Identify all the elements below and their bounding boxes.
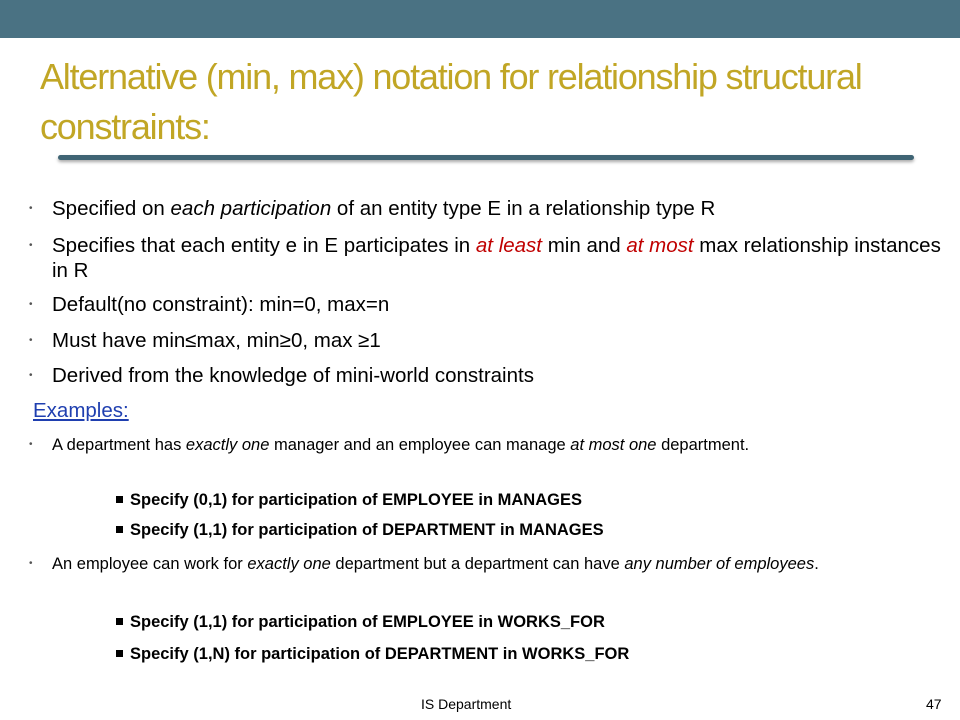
- square-bullet-icon: [116, 526, 123, 533]
- bullet-dot-icon: •: [29, 335, 33, 346]
- bullet-dot-icon: •: [29, 203, 33, 214]
- bullet-text: Specifies that each entity e in E participates in at least min and at most max relationship instances in R: [52, 234, 941, 282]
- footer-department: IS Department: [421, 696, 512, 712]
- bullet-text: Specified on each participation of an entity type E in a relationship type R: [52, 197, 716, 220]
- bullet-text: Must have min≤max, min≥0, max ≥1: [52, 329, 381, 352]
- bullet-dot-icon: •: [29, 299, 33, 310]
- page-number: 47: [926, 696, 942, 712]
- spec-line: Specify (1,N) for participation of DEPARTMENT in WORKS_FOR: [116, 643, 629, 665]
- example-text: A department has exactly one manager and an employee can manage at most one department.: [52, 436, 750, 454]
- square-bullet-icon: [116, 618, 123, 625]
- bullet-text: Derived from the knowledge of mini-world constraints: [52, 364, 534, 387]
- bullet-text: Default(no constraint): min=0, max=n: [52, 293, 390, 316]
- spec-line: Specify (1,1) for participation of EMPLOYEE in WORKS_FOR: [116, 611, 605, 633]
- examples-heading: Examples:: [33, 399, 129, 422]
- square-bullet-icon: [116, 650, 123, 657]
- spec-line: Specify (0,1) for participation of EMPLOYEE in MANAGES: [116, 489, 582, 511]
- bullet-dot-icon: •: [29, 370, 33, 381]
- example-text: An employee can work for exactly one department but a department can have any number of employees.: [52, 555, 819, 573]
- spec-line: Specify (1,1) for participation of DEPARTMENT in MANAGES: [116, 519, 604, 541]
- square-bullet-icon: [116, 496, 123, 503]
- slide-title: Alternative (min, max) notation for relationship structural constraints:: [40, 56, 862, 147]
- bullet-dot-icon: •: [29, 240, 33, 251]
- bullet-dot-icon: •: [29, 558, 33, 569]
- bullet-dot-icon: •: [29, 439, 33, 450]
